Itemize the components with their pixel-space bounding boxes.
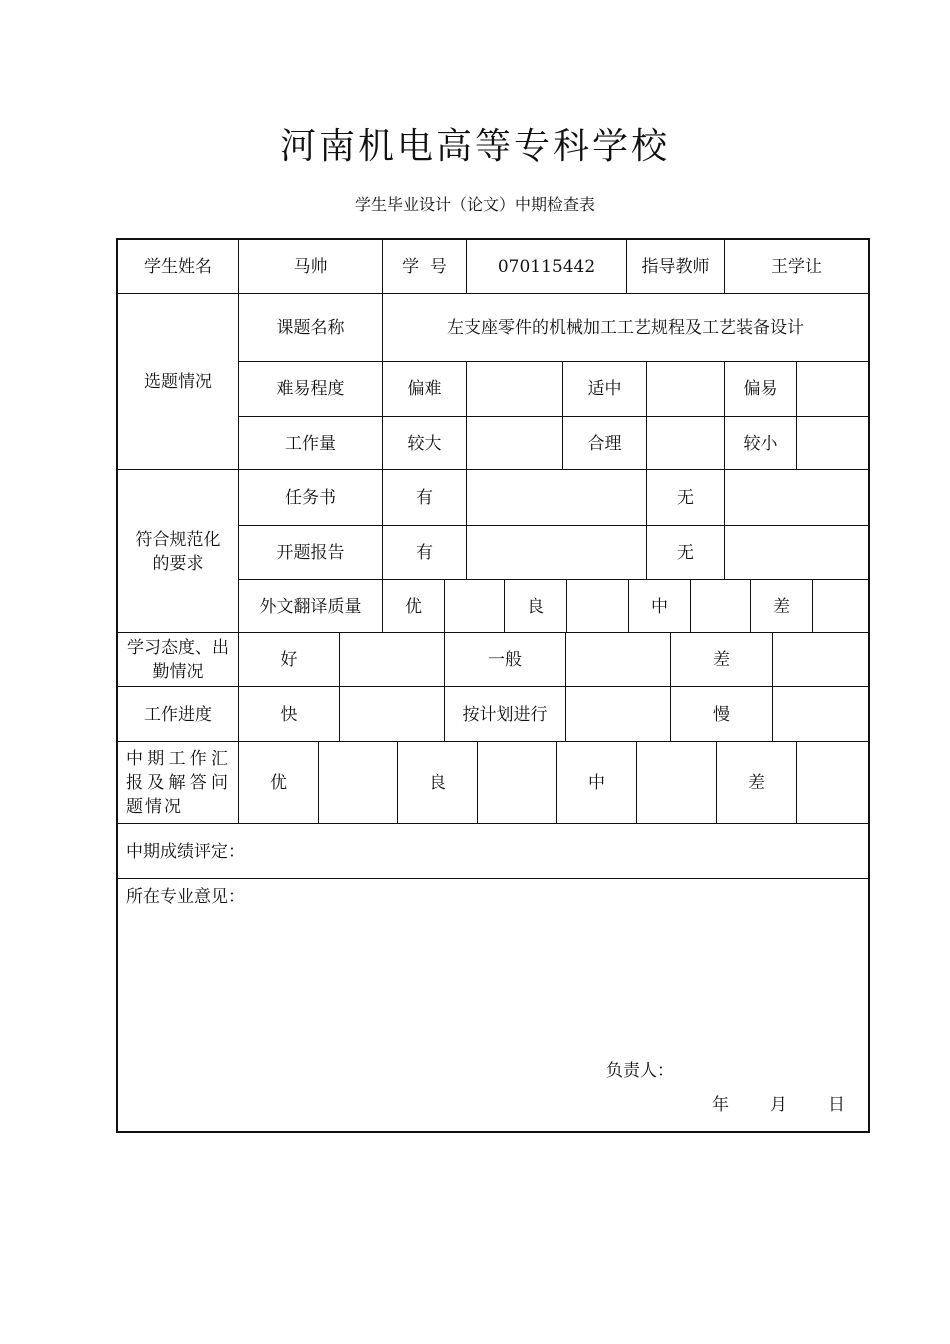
difficulty-option-hard: 偏难 bbox=[382, 361, 466, 416]
progress-fast-blank bbox=[339, 687, 444, 742]
student-id-label: 学 号 bbox=[382, 240, 466, 293]
translation-excellent-blank bbox=[444, 579, 504, 633]
midterm-excellent-blank bbox=[318, 742, 397, 824]
workload-small-blank bbox=[796, 416, 868, 470]
task-book-option-yes: 有 bbox=[382, 470, 466, 525]
year-label: 年 bbox=[712, 1095, 729, 1115]
midterm-report-label: 中期工作汇报及解答问题情况 bbox=[126, 749, 230, 817]
student-info-row bbox=[118, 240, 868, 293]
proposal-no-blank bbox=[724, 525, 868, 579]
attitude-option-average: 一般 bbox=[444, 633, 565, 687]
difficulty-moderate-blank bbox=[646, 361, 724, 416]
translation-poor-blank bbox=[812, 579, 868, 633]
advisor-value: 王学让 bbox=[724, 240, 868, 293]
translation-option-excellent: 优 bbox=[382, 579, 444, 633]
proposal-option-no: 无 bbox=[646, 525, 724, 579]
progress-option-fast: 快 bbox=[238, 687, 339, 742]
topic-title-label: 课题名称 bbox=[238, 294, 382, 361]
day-label: 日 bbox=[828, 1095, 845, 1115]
compliance-section-label: 符合规范化的要求 bbox=[135, 529, 221, 574]
workload-option-large: 较大 bbox=[382, 416, 466, 470]
difficulty-label: 难易程度 bbox=[238, 361, 382, 416]
difficulty-hard-blank bbox=[466, 361, 562, 416]
progress-slow-blank bbox=[772, 687, 868, 742]
midterm-good-blank bbox=[477, 742, 556, 824]
grade-row bbox=[118, 823, 868, 879]
translation-option-poor: 差 bbox=[750, 579, 812, 633]
progress-row bbox=[118, 686, 868, 742]
midterm-report-row bbox=[118, 741, 868, 824]
midterm-average-blank bbox=[636, 742, 716, 824]
opinion-row bbox=[118, 878, 868, 1132]
topic-section bbox=[118, 293, 868, 470]
student-name-value: 马帅 bbox=[238, 240, 382, 293]
opinion-label: 所在专业意见： bbox=[126, 887, 245, 907]
translation-good-blank bbox=[566, 579, 628, 633]
student-id-value: 070115442 bbox=[466, 240, 626, 293]
workload-large-blank bbox=[466, 416, 562, 470]
topic-title-value: 左支座零件的机械加工工艺规程及工艺装备设计 bbox=[382, 294, 868, 361]
compliance-section bbox=[118, 469, 868, 633]
workload-label: 工作量 bbox=[238, 416, 382, 470]
responsible-label: 负责人： bbox=[606, 1061, 674, 1081]
proposal-label: 开题报告 bbox=[238, 525, 382, 579]
topic-section-label: 选题情况 bbox=[144, 372, 212, 392]
attitude-label: 学习态度、出勤情况 bbox=[127, 638, 229, 682]
difficulty-option-easy: 偏易 bbox=[724, 361, 796, 416]
advisor-label: 指导教师 bbox=[626, 240, 724, 293]
attitude-row bbox=[118, 632, 868, 687]
attitude-average-blank bbox=[565, 633, 670, 687]
midterm-option-average: 中 bbox=[556, 742, 636, 824]
difficulty-easy-blank bbox=[796, 361, 868, 416]
midterm-check-form bbox=[116, 238, 870, 1133]
midterm-option-poor: 差 bbox=[716, 742, 796, 824]
midterm-poor-blank bbox=[796, 742, 868, 824]
progress-label: 工作进度 bbox=[144, 704, 212, 725]
proposal-option-yes: 有 bbox=[382, 525, 466, 579]
translation-average-blank bbox=[690, 579, 750, 633]
difficulty-option-moderate: 适中 bbox=[562, 361, 646, 416]
task-book-label: 任务书 bbox=[238, 470, 382, 525]
workload-option-small: 较小 bbox=[724, 416, 796, 470]
workload-reasonable-blank bbox=[646, 416, 724, 470]
student-name-label: 学生姓名 bbox=[144, 256, 212, 277]
month-label: 月 bbox=[770, 1095, 787, 1115]
grade-label: 中期成绩评定： bbox=[126, 841, 245, 862]
attitude-good-blank bbox=[339, 633, 444, 687]
form-title: 学生毕业设计（论文）中期检查表 bbox=[354, 195, 595, 214]
translation-label: 外文翻译质量 bbox=[238, 579, 382, 633]
task-book-yes-blank bbox=[466, 470, 646, 525]
attitude-option-poor: 差 bbox=[670, 633, 772, 687]
workload-option-reasonable: 合理 bbox=[562, 416, 646, 470]
attitude-option-good: 好 bbox=[238, 633, 339, 687]
midterm-option-excellent: 优 bbox=[238, 742, 318, 824]
progress-on-schedule-blank bbox=[565, 687, 670, 742]
translation-option-good: 良 bbox=[504, 579, 566, 633]
attitude-poor-blank bbox=[772, 633, 868, 687]
proposal-yes-blank bbox=[466, 525, 646, 579]
translation-option-average: 中 bbox=[628, 579, 690, 633]
task-book-no-blank bbox=[724, 470, 868, 525]
school-name: 河南机电高等专科学校 bbox=[279, 126, 670, 167]
task-book-option-no: 无 bbox=[646, 470, 724, 525]
midterm-option-good: 良 bbox=[397, 742, 477, 824]
progress-option-on-schedule: 按计划进行 bbox=[444, 687, 565, 742]
progress-option-slow: 慢 bbox=[670, 687, 772, 742]
